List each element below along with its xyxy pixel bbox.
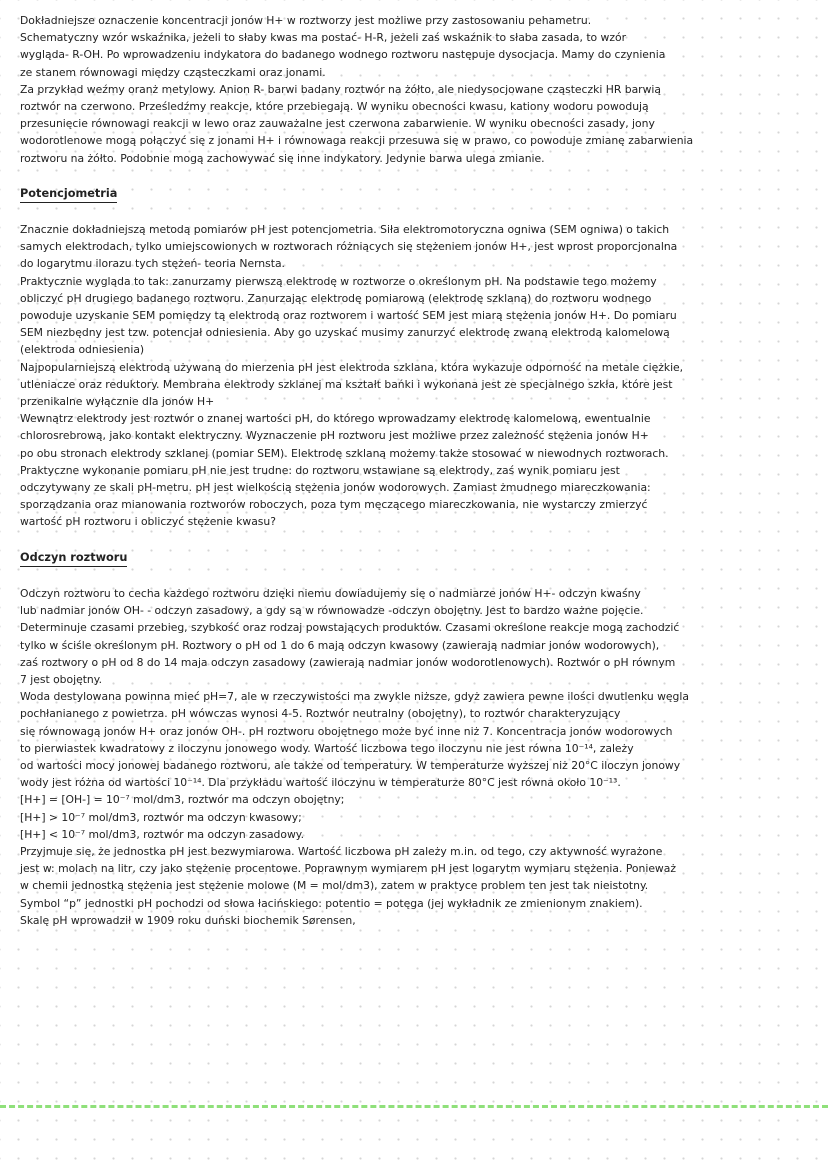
text-line: [H+] = [OH-] = 10⁻⁷ mol/dm3, roztwór ma odczyn obojętny;	[20, 793, 345, 807]
text-line: Przyjmuje się, że jednostka pH jest bezwymiarowa. Wartość liczbowa pH zależy m.in. od tego, czy aktywność wyrażone	[20, 844, 663, 858]
text-line: do logarytmu ilorazu tych stężeń- teoria Nernsta.	[20, 257, 285, 271]
text-line: w chemii jednostką stężenia jest stężenie molowe (M = mol/dm3), zatem w praktyce problem ten jest tak nieistotny.	[20, 879, 649, 893]
text-line: roztworu na żółto. Podobnie mogą zachowywać się inne indykatory. Jedynie barwa ulega zmianie.	[20, 151, 545, 165]
text-line: jest w: molach na litr, czy jako stężenie procentowe. Poprawnym wymiarem pH jest logarytm wymiaru stężenia. Ponieważ	[20, 862, 676, 876]
text-line: od wartości mocy jonowej badanego roztworu, ale także od temperatury. W temperaturze wyższej niż 20°C iloczyn jonowy	[20, 758, 681, 772]
green-dashed-divider	[0, 1105, 828, 1108]
text-line: roztwór na czerwono. Prześledźmy reakcje, które przebiegają. W wyniku obecności kwasu, kationy wodoru powodują	[20, 100, 649, 114]
text-line: lub nadmiar jonów OH- - odczyn zasadowy, a gdy są w równowadze -odczyn obojętny. Jest to bardzo ważne pojęcie.	[20, 604, 644, 618]
text-line: tylko w ściśle określonym pH. Roztwory o pH od 1 do 6 mają odczyn kwasowy (zawierają nadmiar jonów wodorowych),	[20, 638, 660, 652]
text-line: Znacznie dokładniejszą metodą pomiarów pH jest potencjometria. Siła elektromotoryczna ogniwa (SEM ogniwa) o takich	[20, 223, 670, 237]
text-line: chlorosrebrową, jako kontakt elektryczny. Wyznaczenie pH roztworu jest możliwe przez zależność stężenia jonów H+	[20, 429, 649, 443]
heading-odczyn-roztworu: Odczyn roztworu	[20, 549, 127, 567]
text-line: powoduje uzyskanie SEM pomiędzy tą elektrodą oraz roztworem i wartość SEM jest miarą stężenia jonów H+. Do pomiaru	[20, 309, 677, 323]
text-line: Dokładniejsze oznaczenie koncentracji jonów H+ w roztworzy jest możliwe przy zastosowaniu pehametru.	[20, 14, 592, 27]
text-line: [H+] < 10⁻⁷ mol/dm3, roztwór ma odczyn zasadowy.	[20, 827, 305, 841]
text-line: Skalę pH wprowadził w 1909 roku duński biochemik Sørensen,	[20, 913, 356, 927]
text-line: Determinuje czasami przebieg, szybkość oraz rodzaj powstających produktów. Czasami określone reakcje mogą zachodzić	[20, 621, 680, 635]
odczyn-paragraph	[20, 585, 814, 929]
text-line: Wewnątrz elektrody jest roztwór o znanej wartości pH, do którego wprowadzamy elektrodę kalomelową, ewentualnie	[20, 412, 651, 426]
text-line: wody jest różna od wartości 10⁻¹⁴. Dla przykładu wartość iloczynu w temperaturze 80°C jest równa około 10⁻¹³.	[20, 776, 621, 790]
text-line: Woda destylowana powinna mieć pH=7, ale w rzeczywistości ma zwykle niższe, gdyż zawiera pewne ilości dwutlenku węgla	[20, 690, 689, 704]
text-line: utleniacze oraz reduktory. Membrana elektrody szklanej ma kształt bańki i wykonana jest ze specjalnego szkła, które jest	[20, 377, 673, 391]
text-line: przesunięcie równowagi reakcji w lewo oraz zauważalne jest czerwona zabarwienie. W wyniku obecności zasady, jony	[20, 117, 655, 131]
text-line: Praktycznie wygląda to tak: zanurzamy pierwszą elektrodę w roztworze o określonym pH. Na podstawie tego możemy	[20, 274, 657, 288]
text-line: Praktyczne wykonanie pomiaru pH nie jest trudne: do roztworu wstawiane są elektrody, zaś wynik pomiaru jest	[20, 463, 620, 477]
text-line: obliczyć pH drugiego badanego roztworu. Zanurzając elektrodę pomiarową (elektrodę szklaną) do roztworu wodnego	[20, 291, 652, 305]
text-line: ze stanem równowagi między cząsteczkami oraz jonami.	[20, 65, 326, 79]
text-line: wygląda- R-OH. Po wprowadzeniu indykatora do badanego wodnego roztworu następuje dysocjacja. Mamy do czynienia	[20, 48, 666, 62]
text-line: sporządzania oraz mianowania roztworów roboczych, poza tym męczącego miareczkowania, nie wystarczy zmierzyć	[20, 498, 648, 512]
text-line: się równowagą jonów H+ oraz jonów OH-. pH roztworu obojętnego może być inne niż 7. Koncentracja jonów wodorowych	[20, 724, 673, 738]
text-line: wodorotlenowe mogą połączyć się z jonami H+ i równowaga reakcji przesuwa się w prawo, co powoduje zmianę zabarwienia	[20, 134, 694, 148]
potencjometria-paragraph	[20, 221, 814, 531]
text-line: SEM niezbędny jest tzw. potencjał odniesienia. Aby go uzyskać musimy zanurzyć elektrodę zwaną elektrodą kalomelową	[20, 326, 670, 340]
text-line: samych elektrodach, tylko umiejscowionych w roztworach różniących się stężeniem jonów H+, jest wprost proporcjonalna	[20, 240, 678, 254]
text-line: (elektroda odniesienia)	[20, 343, 145, 357]
text-line: Schematyczny wzór wskaźnika, jeżeli to słaby kwas ma postać- H-R, jeżeli zaś wskaźnik to słaba zasada, to wzór	[20, 31, 627, 45]
text-line: Za przykład weźmy oranż metylowy. Anion R- barwi badany roztwór na żółto, ale niedysocjowane cząsteczki HR barwią	[20, 82, 661, 96]
text-line: 7 jest obojętny.	[20, 672, 102, 686]
text-line: Odczyn roztworu to cecha każdego roztworu dzięki niemu dowiadujemy się o nadmiarze jonów H+- odczyn kwaśny	[20, 586, 641, 600]
text-line: zaś roztwory o pH od 8 do 14 maja odczyn zasadowy (zawierają nadmiar jonów wodorotlenowych). Roztwór o pH równym	[20, 655, 676, 669]
text-line: Najpopularniejszą elektrodą używaną do mierzenia pH jest elektroda szklana, która wykazuje odporność na metale ciężkie,	[20, 360, 684, 374]
text-line: wartość pH roztworu i obliczyć stężenie kwasu?	[20, 515, 276, 529]
heading-potencjometria: Potencjometria	[20, 185, 117, 203]
text-line: pochłanianego z powietrza. pH wówczas wynosi 4-5. Roztwór neutralny (obojętny), to roztwór charakteryzujący	[20, 707, 621, 721]
text-line: odczytywany ze skali pH-metru. pH jest wielkością stężenia jonów wodorowych. Zamiast żmudnego miareczkowania:	[20, 481, 651, 495]
text-line: po obu stronach elektrody szklanej (pomiar SEM). Elektrodę szklaną możemy także stosować w niewodnych roztworach.	[20, 446, 669, 460]
text-line: to pierwiastek kwadratowy z iloczynu jonowego wody. Wartość liczbowa tego iloczynu nie jest równa 10⁻¹⁴, zależy	[20, 741, 634, 755]
intro-paragraph	[20, 12, 814, 167]
text-line: przenikalne wyłącznie dla jonów H+	[20, 395, 215, 409]
text-line: [H+] > 10⁻⁷ mol/dm3, roztwór ma odczyn kwasowy;	[20, 810, 302, 824]
notes-page	[20, 12, 814, 929]
text-line: Symbol “p” jednostki pH pochodzi od słowa łacińskiego: potentio = potęga (jej wykładnik ze zmienionym znakiem).	[20, 896, 643, 910]
